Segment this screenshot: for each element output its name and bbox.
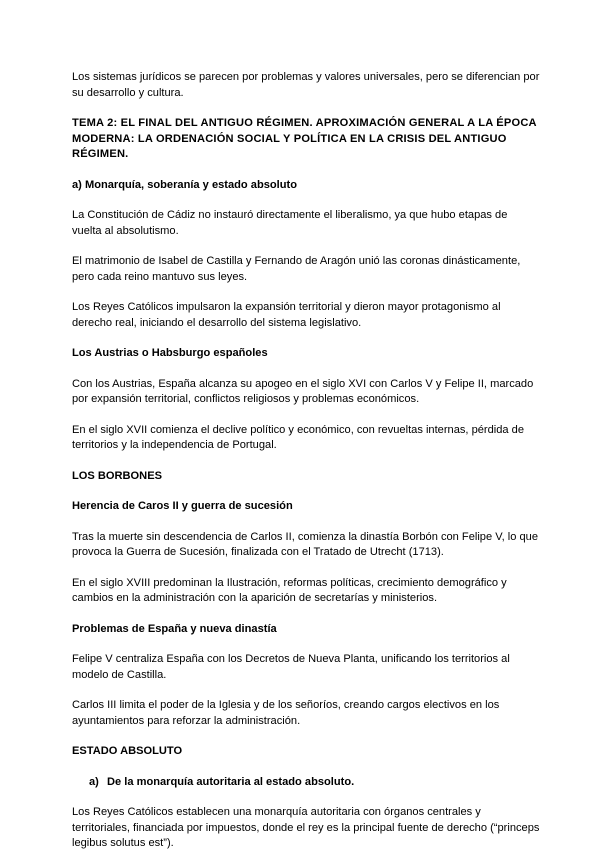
- paragraph-austrias-2: En el siglo XVII comienza el declive político y económico, con revueltas internas, pérdida de territorios y la independencia de Portugal.: [72, 423, 525, 451]
- paragraph-austrias-1: Con los Austrias, España alcanza su apogeo en el siglo XVI con Carlos V y Felipe II, marcado por expansión territorial, conflictos religiosos y problemas económicos.: [72, 377, 534, 405]
- paragraph-siglo-xviii: En el siglo XVIII predominan la Ilustración, reformas políticas, crecimiento demográfico y cambios en la administración con la aparición de secretarías y ministerios.: [72, 576, 507, 604]
- paragraph-carlos-iii: Carlos III limita el poder de la Iglesia y de los señoríos, creando cargos electivos en los ayuntamientos para reforzar la administración.: [72, 699, 500, 727]
- intro-paragraph: Los sistemas jurídicos se parecen por problemas y valores universales, pero se diferencian por su desarrollo y cultura.: [72, 71, 540, 99]
- paragraph-monarquia-autoritaria: Los Reyes Católicos establecen una monarquía autoritaria con órganos centrales y territoriales, financiada por impuestos, donde el rey es la principal fuente de derecho (“princeps legibus solutus est”).: [72, 806, 540, 849]
- section-heading-austrias: Los Austrias o Habsburgo españoles: [72, 347, 268, 359]
- paragraph-cadiz: La Constitución de Cádiz no instauró directamente el liberalismo, ya que hubo etapas de vuelta al absolutismo.: [72, 209, 508, 237]
- paragraph-herencia: Tras la muerte sin descendencia de Carlos II, comienza la dinastía Borbón con Felipe V, lo que provoca la Guerra de Sucesión, finalizada con el Tratado de Utrecht (1713).: [72, 530, 538, 558]
- section-heading-monarquia: a) Monarquía, soberanía y estado absoluto: [72, 178, 298, 191]
- section-heading-borbones: LOS BORBONES: [72, 469, 162, 482]
- tema-title: TEMA 2: EL FINAL DEL ANTIGUO RÉGIMEN. APROXIMACIÓN GENERAL A LA ÉPOCA MODERNA: LA ORDENACIÓN SOCIAL Y POLÍTICA EN LA CRISIS DEL ANTIGUO RÉGIMEN.: [72, 117, 537, 160]
- paragraph-matrimonio: El matrimonio de Isabel de Castilla y Fernando de Aragón unió las coronas dinásticamente, pero cada reino mantuvo sus leyes.: [72, 255, 521, 283]
- section-heading-herencia: Herencia de Caros II y guerra de sucesión: [72, 500, 293, 512]
- section-heading-estado-absoluto: ESTADO ABSOLUTO: [72, 745, 183, 757]
- paragraph-felipe-v: Felipe V centraliza España con los Decretos de Nueva Planta, unificando los territorios al modelo de Castilla.: [72, 653, 510, 681]
- subsection-heading-text: De la monarquía autoritaria al estado absoluto.: [107, 775, 355, 788]
- list-marker: a): [89, 775, 99, 788]
- paragraph-reyes-catolicos: Los Reyes Católicos impulsaron la expansión territorial y dieron mayor protagonismo al derecho real, iniciando el desarrollo del sistema legislativo.: [72, 301, 501, 329]
- section-heading-problemas: Problemas de España y nueva dinastía: [72, 622, 277, 635]
- subsection-heading: [72, 775, 540, 791]
